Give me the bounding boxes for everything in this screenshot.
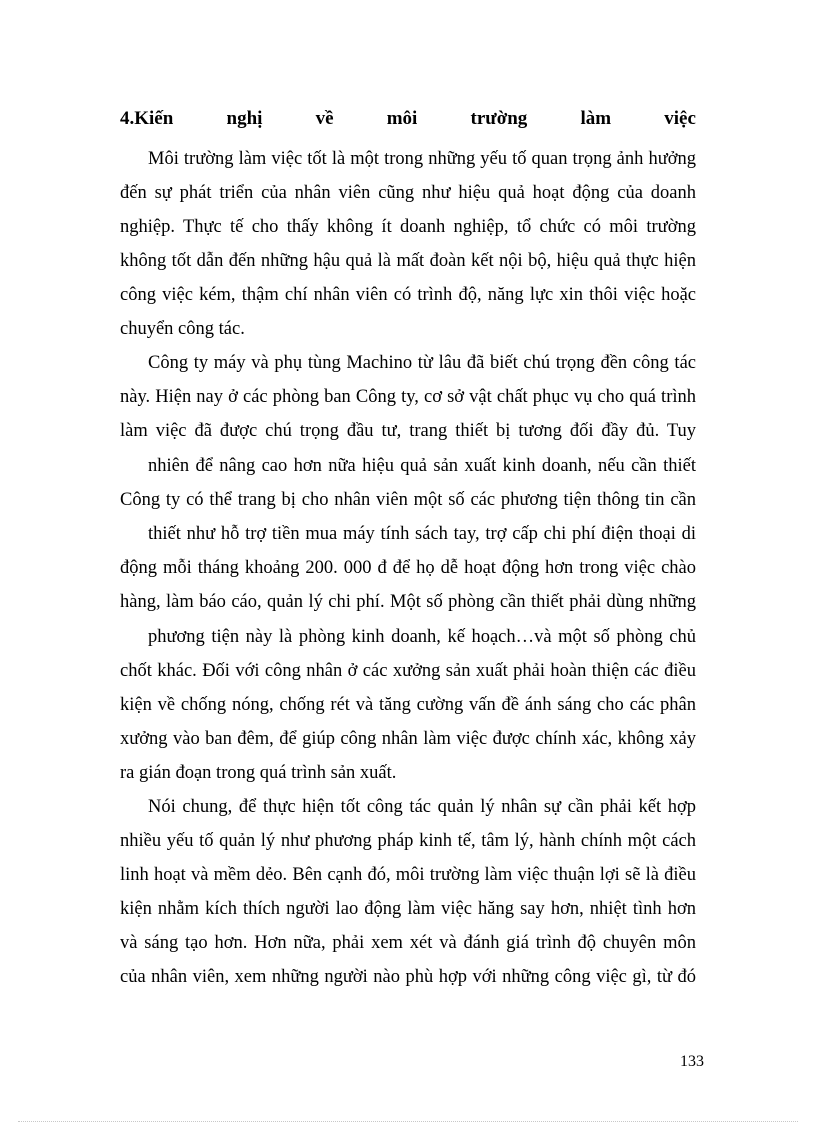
paragraph-2-line-1: Công ty máy và phụ tùng Machino từ lâu đã biết chú trọng đền công tác (148, 353, 696, 373)
paragraph-1-line-1: Môi trường làm việc tốt là một trong những yếu tố quan trọng ảnh hưởng (148, 149, 696, 169)
paragraph-3-line-4: kiện nhằm kích thích người lao động làm việc hăng say hơn, nhiệt tình hơn (120, 899, 696, 919)
paragraph-3-line-2: nhiều yếu tố quản lý như phương pháp kinh tế, tâm lý, hành chính một cách (120, 831, 696, 851)
section-heading (120, 104, 696, 134)
paragraph-1-line-4: không tốt dẫn đến những hậu quả là mất đoàn kết nội bộ, hiệu quả thực hiện (120, 251, 696, 271)
paragraph-3-line-5: và sáng tạo hơn. Hơn nữa, phải xem xét và đánh giá trình độ chuyên môn (120, 933, 696, 953)
paragraph-2-line-8: hàng, làm báo cáo, quản lý chi phí. Một số phòng cần thiết phải dùng những (120, 592, 696, 612)
paragraph-2-line-12: xưởng vào ban đêm, để giúp công nhân làm việc được chính xác, không xảy (120, 729, 696, 749)
paragraph-1-line-5: công việc kém, thậm chí nhân viên có trình độ, năng lực xin thôi việc hoặc (120, 285, 696, 305)
paragraph-2-line-10: chốt khác. Đối với công nhân ở các xưởng sản xuất phải hoàn thiện các điều (120, 661, 696, 681)
paragraph-3-line-1: Nói chung, để thực hiện tốt công tác quản lý nhân sự cần phải kết hợp (148, 797, 696, 817)
heading-word: việc (664, 108, 696, 129)
paragraph-2-line-4: nhiên để nâng cao hơn nữa hiệu quả sản xuất kinh doanh, nếu cần thiết (148, 456, 696, 476)
heading-word: làm (580, 108, 612, 129)
paragraph-2-line-3: làm việc đã được chú trọng đầu tư, trang thiết bị tương đối đầy đủ. Tuy (120, 421, 696, 441)
paragraph-1-line-3: nghiệp. Thực tế cho thấy không ít doanh nghiệp, tổ chức có môi trường (120, 217, 696, 237)
paragraph-2-line-9: phương tiện này là phòng kinh doanh, kế hoạch…và một số phòng chủ (148, 627, 696, 647)
paragraph-3-line-6: của nhân viên, xem những người nào phù hợp với những công việc gì, từ đó (120, 967, 696, 987)
paragraph-2-line-13: ra gián đoạn trong quá trình sản xuất. (120, 763, 397, 783)
page-number: 133 (680, 1053, 704, 1070)
paragraph-2-line-6: thiết như hỗ trợ tiền mua máy tính sách tay, trợ cấp chi phí điện thoại di (148, 524, 696, 544)
paragraph-2-line-5: Công ty có thể trang bị cho nhân viên một số các phương tiện thông tin cần (120, 490, 696, 510)
heading-word: 4.Kiến (120, 108, 174, 129)
paragraph-2-line-2: này. Hiện nay ở các phòng ban Công ty, cơ sở vật chất phục vụ cho quá trình (120, 387, 696, 407)
heading-word: nghị (226, 108, 263, 129)
paragraph-3-line-3: linh hoạt và mềm dẻo. Bên cạnh đó, môi trường làm việc thuận lợi sẽ là điều (120, 865, 696, 885)
page-bottom-divider (18, 1121, 798, 1122)
paragraph-2-line-11: kiện về chống nóng, chống rét và tăng cường vấn đề ánh sáng cho các phân (120, 695, 696, 715)
paragraph-1-line-6: chuyển công tác. (120, 319, 245, 339)
heading-word: trường (470, 108, 528, 129)
paragraph-1-line-2: đến sự phát triển của nhân viên cũng như hiệu quả hoạt động của doanh (120, 183, 696, 203)
heading-word: môi (386, 108, 418, 129)
paragraph-2-line-7: động mỗi tháng khoảng 200. 000 đ để họ dễ hoạt động hơn trong việc chào (120, 558, 696, 578)
heading-word: về (315, 108, 334, 129)
